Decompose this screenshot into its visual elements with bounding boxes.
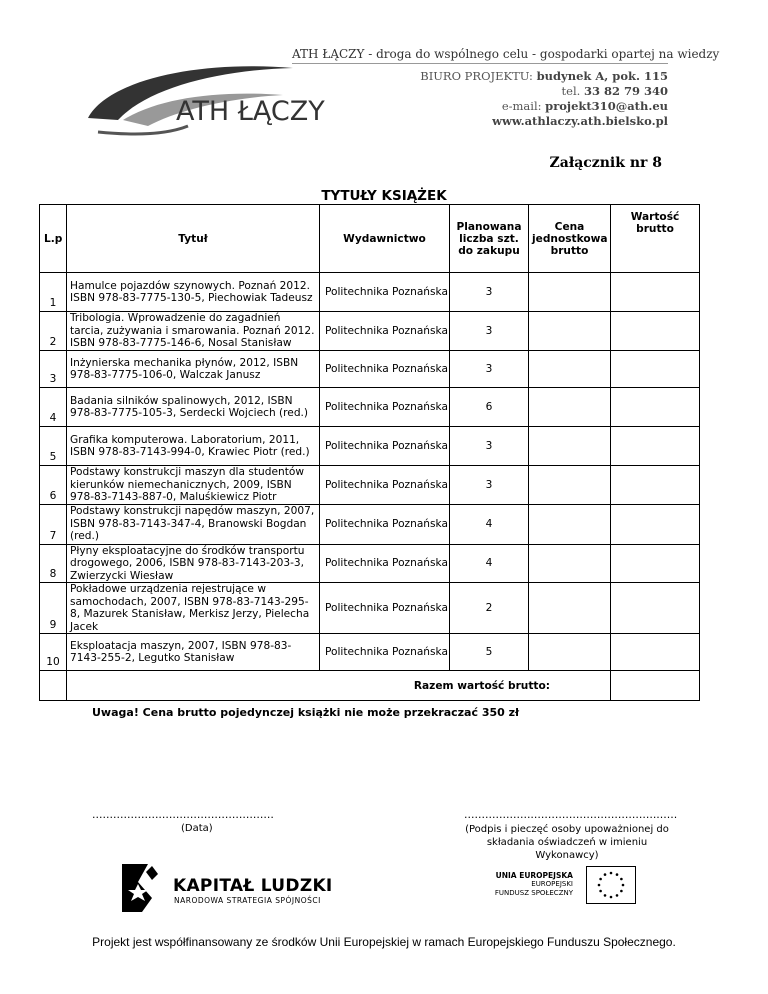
row-unit-price [529,583,611,634]
eu-star [599,890,602,893]
row-title: Inżynierska mechanika płynów, 2012, ISBN 978-83-7775-106-0, Walczak Janusz [67,351,320,388]
row-value [611,583,700,634]
row-unit-price [529,504,611,544]
row-lp: 5 [40,427,67,466]
footer-text: Projekt jest współfinansowany ze środków Unii Europejskiej w ramach Europejskiego Funduszu Społecznego. [92,935,676,949]
row-quantity: 6 [450,388,529,427]
eu-star [604,894,607,897]
row-publisher: Politechnika Poznańska [320,351,450,388]
row-lp: 10 [40,634,67,671]
row-lp: 4 [40,388,67,427]
signature-label: (Podpis i pieczęć osoby upoważnionej do składania oświadczeń w imieniu Wykonawcy) [465,824,669,861]
row-lp: 8 [40,544,67,583]
ath-laczy-logo-swoosh [78,40,328,145]
table-row [40,273,700,312]
row-publisher: Politechnika Poznańska [320,634,450,671]
table-header-row [40,205,700,273]
row-publisher: Politechnika Poznańska [320,427,450,466]
table-row [40,388,700,427]
row-unit-price [529,427,611,466]
eu-star [616,873,619,876]
row-publisher: Politechnika Poznańska [320,504,450,544]
kapital-ludzki-subtitle: NARODOWA STRATEGIA SPÓJNOŚCI [174,896,321,905]
total-lp-cell [40,671,67,701]
row-publisher: Politechnika Poznańska [320,466,450,505]
logo-text: ATH ŁĄCZY [176,96,325,127]
eu-star [616,894,619,897]
row-quantity: 3 [450,466,529,505]
row-quantity: 2 [450,583,529,634]
total-label: Razem wartość brutto: [67,671,611,701]
row-title: Podstawy konstrukcji napędów maszyn, 2007, ISBN 978-83-7143-347-4, Branowski Bogdan (red.) [67,504,320,544]
eu-star [610,896,613,899]
row-value [611,544,700,583]
eu-star [599,878,602,881]
table-row [40,544,700,583]
row-value [611,388,700,427]
email-label: e-mail: [501,99,542,113]
website: www.athlaczy.ath.bielsko.pl [492,114,668,128]
price-note: Uwaga! Cena brutto pojedynczej książki nie może przekraczać 350 zł [92,706,520,719]
table-row [40,583,700,634]
eu-title: UNIA EUROPEJSKA [495,871,573,880]
table-row [40,504,700,544]
row-value [611,351,700,388]
row-publisher: Politechnika Poznańska [320,388,450,427]
table-row [40,351,700,388]
date-label: (Data) [181,823,213,834]
row-value [611,427,700,466]
table-row [40,634,700,671]
office-label: BIURO PROJEKTU: [420,69,533,83]
page-title: TYTUŁY KSIĄŻEK [321,188,447,204]
books-table [39,204,700,701]
row-quantity: 5 [450,634,529,671]
header-tagline: ATH ŁĄCZY - droga do wspólnego celu - gospodarki opartej na wiedzy [292,47,720,61]
kapital-ludzki-title: KAPITAŁ LUDZKI [173,876,333,896]
row-publisher: Politechnika Poznańska [320,544,450,583]
email: projekt310@ath.eu [545,99,668,113]
row-unit-price [529,351,611,388]
row-title: Badania silników spalinowych, 2012, ISBN 978-83-7775-105-3, Serdecki Wojciech (red.) [67,388,320,427]
header-lp: L.p [40,205,67,273]
header-quantity: Planowana liczba szt. do zakupu [450,205,529,273]
eu-star [598,884,601,887]
phone-label: tel. [561,84,581,98]
row-publisher: Politechnika Poznańska [320,273,450,312]
row-lp: 1 [40,273,67,312]
eu-star [604,873,607,876]
row-title: Pokładowe urządzenia rejestrujące w samochodach, 2007, ISBN 978-83-7143-295-8, Mazurek Stanisław, Merkisz Jerzy, Pielecha Jacek [67,583,320,634]
row-publisher: Politechnika Poznańska [320,583,450,634]
row-title: Grafika komputerowa. Laboratorium, 2011, ISBN 978-83-7143-994-0, Krawiec Piotr (red.) [67,427,320,466]
row-lp: 2 [40,312,67,351]
row-unit-price [529,312,611,351]
row-quantity: 3 [450,427,529,466]
eu-flag-icon [586,866,636,904]
row-unit-price [529,634,611,671]
row-unit-price [529,466,611,505]
row-quantity: 3 [450,351,529,388]
row-title: Płyny eksploatacyjne do środków transportu drogowego, 2006, ISBN 978-83-7143-203-3, Zwierzycki Wiesław [67,544,320,583]
row-quantity: 4 [450,544,529,583]
eu-star [622,884,625,887]
eu-text-block [485,871,573,898]
table-row [40,312,700,351]
total-value-cell [611,671,700,701]
row-value [611,466,700,505]
eu-star [610,872,613,875]
project-office-contact [420,69,668,129]
eu-line2: FUNDUSZ SPOŁECZNY [494,889,573,897]
office-value: budynek A, pok. 115 [536,69,668,83]
row-lp: 9 [40,583,67,634]
phone: 33 82 79 340 [583,84,668,98]
date-line: .................................................... [92,808,274,821]
row-lp: 7 [40,504,67,544]
annex-label: Załącznik nr 8 [549,155,662,171]
signature-line: ............................................................. [464,808,678,821]
row-publisher: Politechnika Poznańska [320,312,450,351]
row-quantity: 3 [450,273,529,312]
table-row [40,427,700,466]
eu-line1: EUROPEJSKI [531,880,573,888]
row-quantity: 3 [450,312,529,351]
eu-star [620,890,623,893]
row-unit-price [529,544,611,583]
header-publisher: Wydawnictwo [320,205,450,273]
row-title: Tribologia. Wprowadzenie do zagadnień tarcia, zużywania i smarowania. Poznań 2012. ISBN 978-83-7775-146-6, Nosal Stanisław [67,312,320,351]
row-value [611,634,700,671]
row-lp: 3 [40,351,67,388]
kapital-ludzki-emblem [118,862,166,914]
total-row [40,671,700,701]
row-value [611,312,700,351]
row-unit-price [529,388,611,427]
eu-star [620,878,623,881]
row-value [611,504,700,544]
header-divider [292,63,668,64]
header-title: Tytuł [67,205,320,273]
table-row [40,466,700,505]
row-value [611,273,700,312]
row-lp: 6 [40,466,67,505]
row-quantity: 4 [450,504,529,544]
row-title: Podstawy konstrukcji maszyn dla studentów kierunków niemechanicznych, 2009, ISBN 978-83-7143-887-0, Maluśkiewicz Piotr [67,466,320,505]
header-value: Wartość brutto [611,205,700,273]
row-unit-price [529,273,611,312]
row-title: Eksploatacja maszyn, 2007, ISBN 978-83-7143-255-2, Legutko Stanisław [67,634,320,671]
header-unit-price: Cena jednostkowa brutto [529,205,611,273]
row-title: Hamulce pojazdów szynowych. Poznań 2012. ISBN 978-83-7775-130-5, Piechowiak Tadeusz [67,273,320,312]
